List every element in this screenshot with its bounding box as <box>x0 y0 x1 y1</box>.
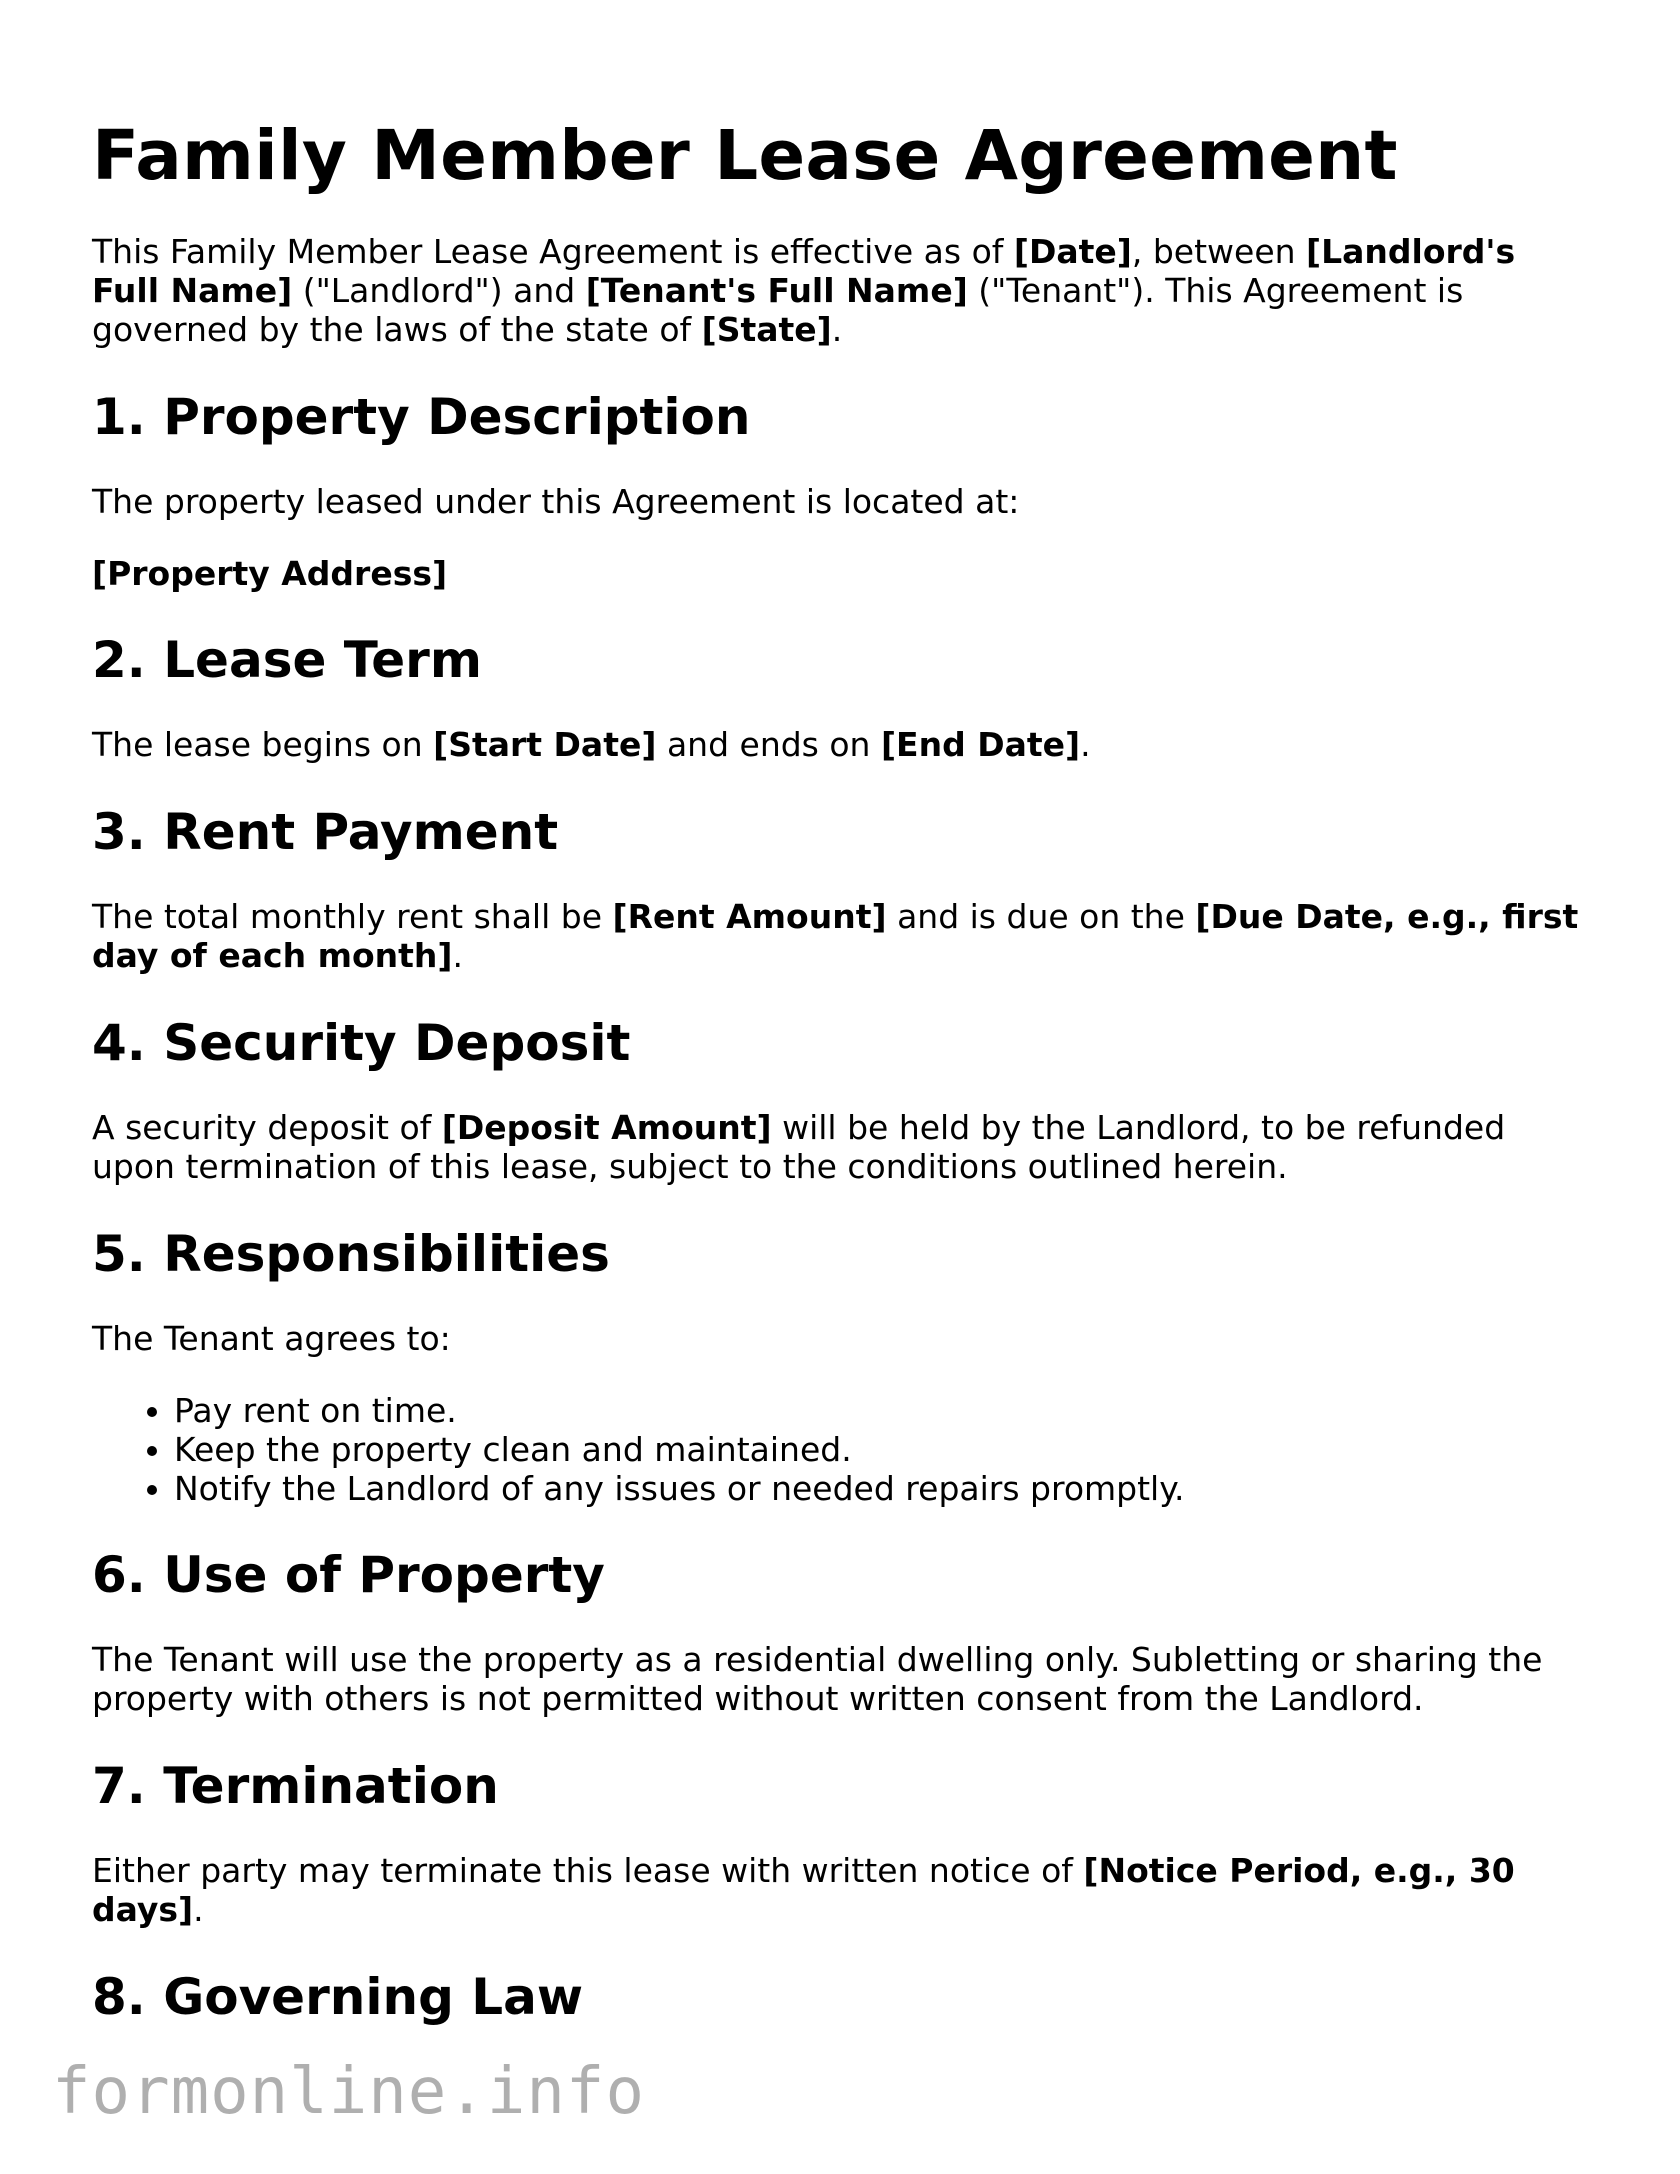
intro-text-2: , between <box>1131 232 1307 271</box>
section-lease-term <box>92 630 1592 764</box>
rent-amount-placeholder: [Rent Amount] <box>612 897 887 936</box>
intro-paragraph <box>92 232 1592 349</box>
intro-text-3: ("Landlord") and <box>292 271 586 310</box>
rent-text <box>92 897 1592 975</box>
intro-text-5: . <box>831 310 843 349</box>
property-address: [Property Address] <box>92 554 448 593</box>
tenant-name-placeholder: [Tenant's Full Name] <box>585 271 968 310</box>
document-page <box>92 0 1592 2027</box>
list-item: • Keep the property clean and maintained. <box>174 1430 1592 1469</box>
rent-text-2: and is due on the <box>886 897 1196 936</box>
lease-term-text <box>92 725 1592 764</box>
intro-text-4: ("Tenant"). This Agreement is governed by the laws of the state of <box>92 271 1464 349</box>
section-responsibilities <box>92 1224 1592 1508</box>
state-placeholder: [State] <box>701 310 832 349</box>
section-rent-payment <box>92 802 1592 975</box>
section-governing-law <box>92 1967 1592 2027</box>
rent-text-1: The total monthly rent shall be <box>92 897 613 936</box>
section-heading: 4. Security Deposit <box>92 1014 631 1072</box>
responsibilities-text: The Tenant agrees to: <box>92 1319 451 1358</box>
term-text-2: and ends on <box>656 725 881 764</box>
section-heading: 2. Lease Term <box>92 631 482 689</box>
section-heading: 3. Rent Payment <box>92 803 559 861</box>
deposit-text-1: A security deposit of <box>92 1108 442 1147</box>
termination-text-1: Either party may terminate this lease with written notice of <box>92 1851 1084 1890</box>
section-security-deposit <box>92 1013 1592 1186</box>
list-item: • Pay rent on time. <box>174 1391 1592 1430</box>
property-text: The property leased under this Agreement is located at: <box>92 482 1020 521</box>
section-heading: 6. Use of Property <box>92 1546 605 1604</box>
end-date-placeholder: [End Date] <box>880 725 1081 764</box>
landlord-name-placeholder: [Landlord's Full Name] <box>92 232 1516 310</box>
termination-text <box>92 1851 1592 1929</box>
termination-text-2: . <box>193 1890 204 1929</box>
section-property-description <box>92 387 1592 593</box>
responsibilities-list <box>92 1391 1592 1508</box>
watermark-text: formonline.info <box>52 2055 645 2129</box>
section-heading: 8. Governing Law <box>92 1968 584 2026</box>
deposit-text-2: will be held by the Landlord, to be refunded upon termination of this lease, subject to the conditions outlined herein. <box>92 1108 1506 1186</box>
property-address-placeholder <box>92 554 1592 593</box>
deposit-text <box>92 1108 1592 1186</box>
section-heading: 7. Termination <box>92 1757 499 1815</box>
intro-text-1: This Family Member Lease Agreement is effective as of <box>92 232 1014 271</box>
section-heading: 1. Property Description <box>92 388 751 446</box>
date-placeholder: [Date] <box>1013 232 1132 271</box>
rent-text-3: . <box>452 936 463 975</box>
list-item: • Notify the Landlord of any issues or needed repairs promptly. <box>174 1469 1592 1508</box>
deposit-amount-placeholder: [Deposit Amount] <box>441 1108 772 1147</box>
section-use-of-property <box>92 1545 1592 1718</box>
notice-period-placeholder: [Notice Period, e.g., 30 days] <box>92 1851 1515 1929</box>
due-date-placeholder: [Due Date, e.g., first day of each month] <box>92 897 1579 975</box>
document-title: Family Member Lease Agreement <box>92 116 1398 196</box>
start-date-placeholder: [Start Date] <box>433 725 657 764</box>
use-text: The Tenant will use the property as a residential dwelling only. Subletting or sharing the property with others is not permitted without written consent from the Landlord. <box>92 1640 1543 1718</box>
section-heading: 5. Responsibilities <box>92 1225 610 1283</box>
term-text-1: The lease begins on <box>92 725 434 764</box>
section-termination <box>92 1756 1592 1929</box>
term-text-3: . <box>1080 725 1091 764</box>
